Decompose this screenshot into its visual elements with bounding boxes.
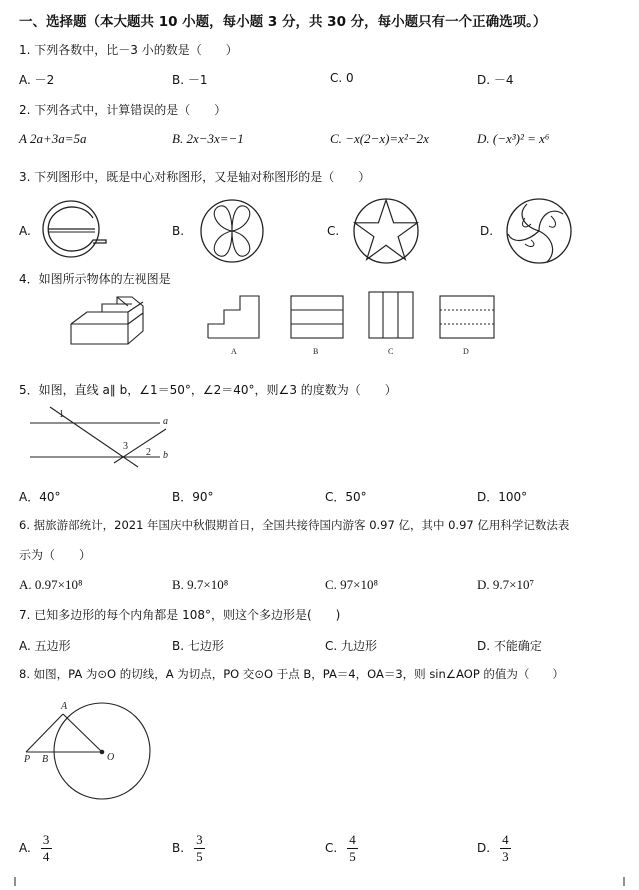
q5-option-c: C．50° [325,490,367,504]
q5-label-1: 1 [59,409,64,420]
q6-option-c: C. 97×10⁸ [325,577,379,592]
q8-option-a-fraction [41,833,52,864]
q8-label-a: A [61,701,68,712]
q6-option-b: B. 9.7×10⁸ [172,577,229,592]
q1-option-d: D. －4 [477,73,514,87]
q7-option-d: D. 不能确定 [477,639,542,653]
q3-option-c: C. [327,224,340,238]
q4-label-d: D [463,347,469,356]
q4-view-a [206,294,262,340]
q2-option-b: B. 2x−3x=−1 [172,131,244,146]
q8-option-b-fraction [194,833,205,864]
q8-option-d-numerator: 4 [502,832,509,847]
q8-option-c-denominator: 5 [349,849,356,864]
q2-option-c: C. −x(2−x)=x²−2x [330,131,429,146]
q3-figure-d [503,196,575,264]
q8-option-b [172,833,205,864]
q8-option-c-letter: C. [325,841,338,855]
q8-option-b-denominator: 5 [196,849,203,864]
question-1-stem: 1. 下列各数中，比－3 小的数是（ ） [19,43,238,57]
q8-option-d-letter: D. [477,841,491,855]
question-3-stem: 3. 下列图形中，既是中心对称图形，又是轴对称图形的是（ ） [19,170,371,184]
question-8-stem: 8. 如图，PA 为⊙O 的切线，A 为切点，PO 交⊙O 于点 B，PA＝4，OA＝3，则 sin∠AOP 的值为（ ） [19,667,564,681]
question-4-stem: 4．如图所示物体的左视图是 [19,272,171,286]
q5-label-b: b [163,450,168,461]
q8-option-c-numerator: 4 [349,832,356,847]
q4-label-a: A [231,347,237,356]
q8-label-p: P [24,754,31,765]
q8-figure [22,700,162,796]
q8-option-b-numerator: 3 [196,832,203,847]
q7-option-c: C. 九边形 [325,639,378,653]
question-2-stem: 2. 下列各式中，计算错误的是（ ） [19,103,227,117]
q5-label-2: 2 [146,447,151,458]
q8-option-a-letter: A. [19,841,31,855]
q5-label-3: 3 [123,441,128,452]
q5-option-d: D．100° [477,490,528,504]
q3-figure-b [196,198,268,264]
q8-option-d-fraction [500,833,511,864]
q3-option-d: D. [480,224,494,238]
question-5-stem: 5．如图，直线 a∥ b，∠1＝50°，∠2＝40°，则∠3 的度数为（ ） [19,383,397,397]
section-title: 一、选择题（本大题共 10 小题，每小题 3 分，共 30 分，每小题只有一个正确选项。） [19,14,547,30]
q4-label-c: C [388,347,394,356]
question-6-stem-line2: 示为（ ） [19,548,92,562]
q5-option-b: B．90° [172,490,214,504]
q1-option-c: C. 0 [330,71,354,85]
q5-option-a: A．40° [19,490,61,504]
q4-object-figure [70,296,150,348]
q5-figure [30,405,180,469]
q2-option-d: D. (−x³)² = x⁶ [477,131,550,146]
q6-option-d: D. 9.7×10⁷ [477,577,535,592]
q8-label-o: O [107,752,115,763]
q6-option-a: A. 0.97×10⁸ [19,577,83,592]
q4-view-c [367,290,417,340]
q8-option-d-denominator: 3 [502,849,509,864]
q8-option-d [477,833,511,864]
q8-option-a [19,833,52,864]
q4-label-b: B [313,347,319,356]
q8-option-c [325,833,358,864]
question-7-stem: 7. 已知多边形的每个内角都是 108°，则这个多边形是( ) [19,608,341,622]
q3-figure-c [350,196,422,264]
q8-option-b-letter: B. [172,841,185,855]
q3-figure-a [35,198,111,260]
q4-view-d [438,294,496,340]
q2-option-a: A 2a+3a=5a [19,131,87,146]
q8-option-a-numerator: 3 [42,832,50,847]
q5-label-a: a [163,416,168,427]
q8-option-a-denominator: 4 [42,849,50,864]
q1-option-a: A. －2 [19,73,55,87]
q4-view-b [289,294,345,340]
page-corner-mark-right [622,876,636,888]
q7-option-b: B. 七边形 [172,639,224,653]
q1-option-b: B. －1 [172,73,208,87]
question-6-stem-line1: 6. 据旅游部统计，2021 年国庆中秋假期首日，全国共接待国内游客 0.97 亿，其中 0.97 亿用科学记数法表 [19,518,570,532]
q8-label-b: B [42,754,49,765]
page-corner-mark-left [3,876,17,888]
q8-option-c-fraction [347,833,358,864]
q3-option-a: A. [19,224,31,238]
q7-option-a: A. 五边形 [19,639,71,653]
q3-option-b: B. [172,224,185,238]
